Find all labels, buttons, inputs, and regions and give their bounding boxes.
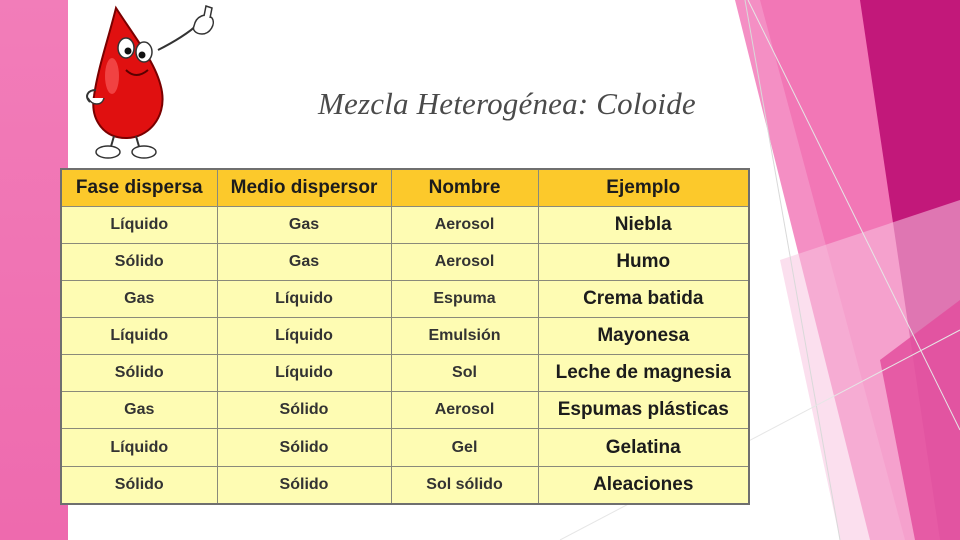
cell-medio: Líquido bbox=[217, 355, 391, 392]
cell-medio: Gas bbox=[217, 207, 391, 244]
cell-medio: Líquido bbox=[217, 281, 391, 318]
table-row bbox=[61, 429, 749, 466]
cell-nombre: Espuma bbox=[391, 281, 538, 318]
cell-ejemplo: Humo bbox=[538, 244, 749, 281]
cell-medio: Gas bbox=[217, 244, 391, 281]
cell-fase: Líquido bbox=[61, 318, 217, 355]
table-row bbox=[61, 207, 749, 244]
table-row bbox=[61, 355, 749, 392]
header-fase-dispersa: Fase dispersa bbox=[61, 169, 217, 207]
cell-ejemplo: Aleaciones bbox=[538, 466, 749, 504]
slide-title: Mezcla Heterogénea: Coloide bbox=[318, 86, 696, 121]
cell-ejemplo: Niebla bbox=[538, 207, 749, 244]
cell-ejemplo: Crema batida bbox=[538, 281, 749, 318]
cell-nombre: Aerosol bbox=[391, 207, 538, 244]
header-ejemplo: Ejemplo bbox=[538, 169, 749, 207]
table-row bbox=[61, 244, 749, 281]
table-row bbox=[61, 281, 749, 318]
header-nombre: Nombre bbox=[391, 169, 538, 207]
cell-nombre: Emulsión bbox=[391, 318, 538, 355]
cell-ejemplo: Mayonesa bbox=[538, 318, 749, 355]
cell-fase: Gas bbox=[61, 281, 217, 318]
cell-ejemplo: Gelatina bbox=[538, 429, 749, 466]
table-header-row bbox=[61, 169, 749, 207]
colloid-table bbox=[60, 168, 750, 505]
cell-fase: Gas bbox=[61, 392, 217, 429]
cell-nombre: Aerosol bbox=[391, 244, 538, 281]
blood-drop-mascot-icon bbox=[86, 2, 236, 162]
cell-nombre: Sol bbox=[391, 355, 538, 392]
cell-ejemplo: Espumas plásticas bbox=[538, 392, 749, 429]
cell-fase: Sólido bbox=[61, 355, 217, 392]
table-row bbox=[61, 466, 749, 504]
header-medio-dispersor: Medio dispersor bbox=[217, 169, 391, 207]
cell-medio: Líquido bbox=[217, 318, 391, 355]
cell-fase: Sólido bbox=[61, 244, 217, 281]
table-row bbox=[61, 392, 749, 429]
cell-fase: Líquido bbox=[61, 207, 217, 244]
cell-nombre: Aerosol bbox=[391, 392, 538, 429]
table-row bbox=[61, 318, 749, 355]
cell-medio: Sólido bbox=[217, 466, 391, 504]
cell-medio: Sólido bbox=[217, 392, 391, 429]
cell-nombre: Sol sólido bbox=[391, 466, 538, 504]
cell-medio: Sólido bbox=[217, 429, 391, 466]
cell-fase: Sólido bbox=[61, 466, 217, 504]
cell-fase: Líquido bbox=[61, 429, 217, 466]
cell-ejemplo: Leche de magnesia bbox=[538, 355, 749, 392]
cell-nombre: Gel bbox=[391, 429, 538, 466]
